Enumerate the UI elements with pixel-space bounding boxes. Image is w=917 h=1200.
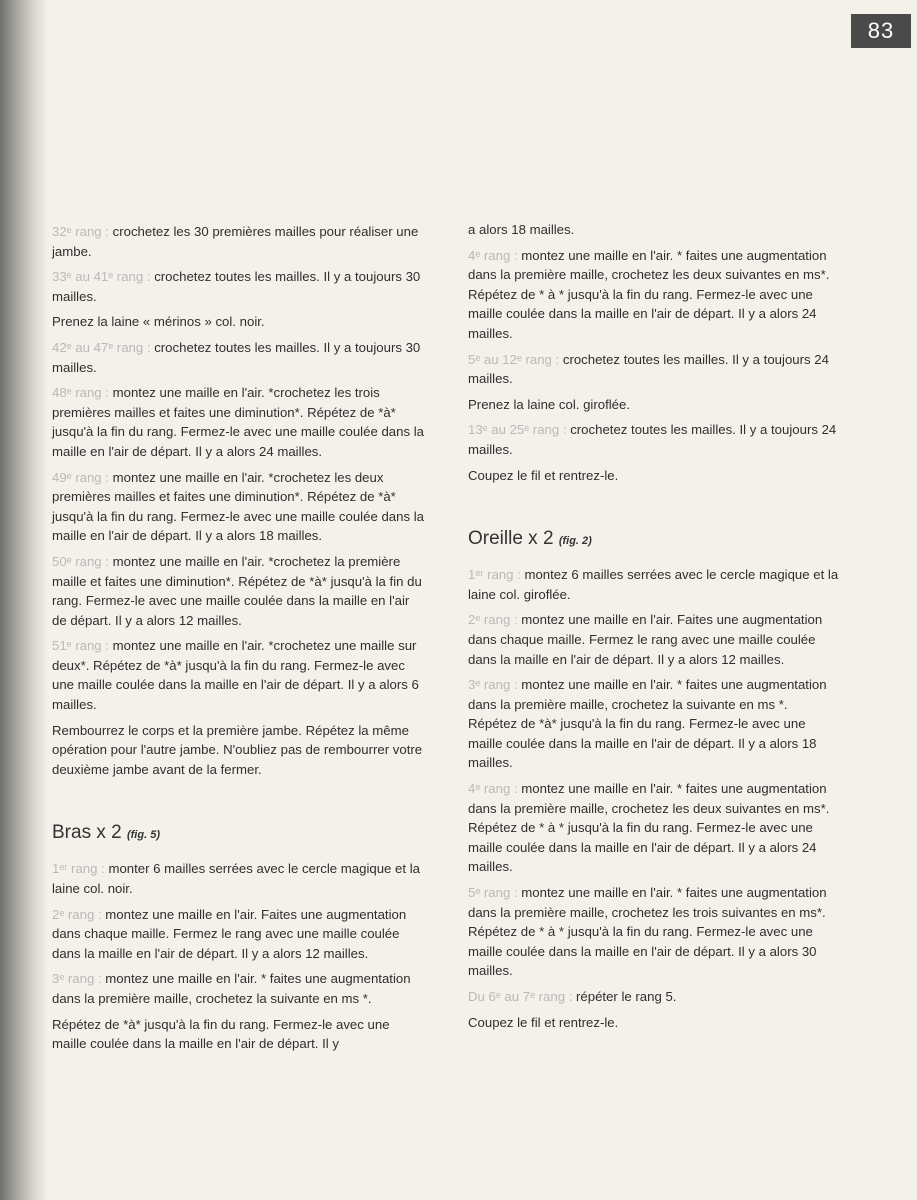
row-label: 4ᵉ rang : [468, 781, 518, 797]
row-text: a alors 18 mailles. [468, 222, 575, 237]
row-text: montez 6 mailles serrées avec le cercle magique et la laine col. giroflée. [468, 567, 839, 602]
instruction-row-33-41 [52, 267, 424, 306]
row-label: Du 6ᵉ au 7ᵉ rang : [468, 989, 573, 1004]
row-text: montez une maille en l'air. * faites une augmentation dans la première maille, crochetez la suivante en ms *. Répétez de *à* jusqu'à la fin du rang. Fermez-le avec une maille coulée dans la maille en l'air de départ. Il y a alors 18 mailles. [468, 677, 827, 771]
instruction-row-13-25 [468, 420, 840, 459]
page-number: 83 [851, 14, 911, 48]
row-text: crochetez les 30 premières mailles pour réaliser une jambe. [52, 224, 419, 259]
row-text: montez une maille en l'air. * faites une augmentation dans la première maille, crochetez les deux suivantes en ms*. Répétez de * à * jusqu'à la fin du rang. Fermez-le avec une maille coulée dans la maille en l'air de départ. Il y a alors 24 mailles. [468, 247, 830, 341]
instruction-row-2 [468, 610, 840, 669]
instruction-note [52, 312, 424, 332]
section-title-text: Bras x 2 [52, 822, 122, 844]
row-label: 1ᵉʳ rang : [52, 861, 105, 877]
row-text: Rembourrez le corps et la première jambe. Répétez la même opération pour l'autre jambe. N'oubliez pas de rembourrer votre deuxième jambe avant de la fermer. [52, 722, 423, 777]
row-text: montez une maille en l'air. * faites une augmentation dans la première maille, crochetez la suivante en ms *. [52, 971, 411, 1006]
row-label: 42ᵉ au 47ᵉ rang : [52, 339, 151, 355]
figure-reference: (fig. 5) [126, 829, 160, 842]
row-label: 3ᵉ rang : [52, 971, 102, 987]
row-label: 2ᵉ rang : [468, 612, 518, 628]
instruction-row-2 [52, 905, 424, 964]
instruction-note [52, 721, 424, 780]
row-label: 33ᵉ au 41ᵉ rang : [52, 269, 151, 285]
instruction-row-49 [52, 468, 424, 546]
instruction-row-3 [52, 969, 424, 1008]
instruction-row-4 [468, 779, 840, 877]
instruction-note [468, 395, 840, 415]
row-text: montez une maille en l'air. Faites une augmentation dans chaque maille. Fermez le rang avec une maille coulée dans la maille en l'air de départ. Il y a alors 12 mailles. [52, 906, 407, 961]
section-title-oreille [468, 527, 840, 553]
row-text: monter 6 mailles serrées avec le cercle magique et la laine col. noir. [52, 861, 420, 897]
instruction-row-5 [468, 883, 840, 981]
row-label: 13ᵉ au 25ᵉ rang : [468, 422, 567, 438]
row-text: Prenez la laine col. giroflée. [468, 396, 631, 412]
right-column [468, 220, 840, 1038]
row-text: montez une maille en l'air. *crochetez la première maille et faites une diminution*. Répétez de *à* jusqu'à la fin du rang. Fermez-le avec une maille coulée dans la maille en l'air de départ. Il y a alors 12 mailles. [52, 553, 422, 628]
instruction-note [52, 1015, 424, 1054]
row-label: 5ᵉ au 12ᵉ rang : [468, 351, 560, 367]
row-label: 3ᵉ rang : [468, 677, 518, 693]
instruction-row-42-47 [52, 338, 424, 377]
instruction-note [468, 1013, 840, 1033]
instruction-row-3 [468, 675, 840, 773]
section-title-text: Oreille x 2 [468, 528, 554, 550]
row-label: 32ᵉ rang : [52, 224, 109, 239]
row-label: 50ᵉ rang : [52, 553, 109, 569]
figure-reference: (fig. 2) [558, 535, 592, 548]
instruction-row-6-7 [468, 987, 840, 1007]
row-text: crochetez toutes les mailles. Il y a toujours 24 mailles. [468, 422, 837, 457]
instruction-row-51 [52, 636, 424, 714]
row-label: 2ᵉ rang : [52, 906, 102, 922]
row-text: montez une maille en l'air. * faites une augmentation dans la première maille, crochetez les deux suivantes en ms*. Répétez de * à * jusqu'à la fin du rang. Fermez-le avec une maille coulée dans la maille en l'air de départ. Il y a alors 24 mailles. [468, 781, 830, 875]
row-label: 49ᵉ rang : [52, 469, 109, 485]
row-text: montez une maille en l'air. * faites une augmentation dans la première maille, crochetez les trois suivantes en ms*. Répétez de * à * jusqu'à la fin du rang. Fermez-le avec une maille coulée dans la maille en l'air de départ. Il y a alors 30 mailles. [468, 885, 827, 979]
row-text: crochetez toutes les mailles. Il y a toujours 30 mailles. [52, 269, 421, 304]
row-text: montez une maille en l'air. *crochetez les trois premières mailles et faites une diminution*. Répétez de *à* jusqu'à la fin du rang. Fermez-le avec une maille coulée dans la maille en l'air de départ. Il y a alors 24 mailles. [52, 385, 424, 459]
instruction-row-5-12 [468, 350, 840, 389]
left-column [52, 222, 424, 1060]
instruction-row-1 [468, 565, 840, 604]
row-text: montez une maille en l'air. Faites une augmentation dans chaque maille. Fermez le rang avec une maille coulée dans la maille en l'air de départ. Il y a alors 12 mailles. [468, 612, 823, 667]
row-text: montez une maille en l'air. *crochetez une maille sur deux*. Répétez de *à* jusqu'à la fin du rang. Fermez-le avec une maille coulée dans la maille en l'air de départ. Il y a alors 6 mailles. [52, 638, 419, 713]
row-text: Prenez la laine « mérinos » col. noir. [52, 314, 265, 330]
instruction-continuation [468, 220, 840, 240]
book-spine-shadow [0, 0, 48, 1200]
row-label: 51ᵉ rang : [52, 638, 109, 654]
row-text: crochetez toutes les mailles. Il y a toujours 30 mailles. [52, 339, 421, 375]
row-text: crochetez toutes les mailles. Il y a toujours 24 mailles. [468, 351, 829, 387]
instruction-row-48 [52, 383, 424, 461]
row-label: 1ᵉʳ rang : [468, 567, 521, 583]
row-text: Répétez de *à* jusqu'à la fin du rang. Fermez-le avec une maille coulée dans la maille en l'air de départ. Il y [52, 1016, 390, 1052]
instruction-row-50 [52, 552, 424, 630]
section-title-bras [52, 821, 424, 847]
row-label: 4ᵉ rang : [468, 247, 518, 263]
instruction-note [468, 466, 840, 486]
row-text: Coupez le fil et rentrez-le. [468, 467, 619, 483]
row-text: Coupez le fil et rentrez-le. [468, 1014, 619, 1030]
row-label: 48ᵉ rang : [52, 385, 109, 401]
row-label: 5ᵉ rang : [468, 885, 518, 901]
row-text: montez une maille en l'air. *crochetez les deux premières mailles et faites une diminution*. Répétez de *à* jusqu'à la fin du rang. Fermez-le avec une maille coulée dans la maille en l'air de départ. Il y a alors 18 mailles. [52, 469, 424, 544]
instruction-row-32 [52, 222, 424, 261]
instruction-row-4 [468, 246, 840, 344]
instruction-row-1 [52, 859, 424, 898]
row-text: répéter le rang 5. [572, 989, 677, 1004]
